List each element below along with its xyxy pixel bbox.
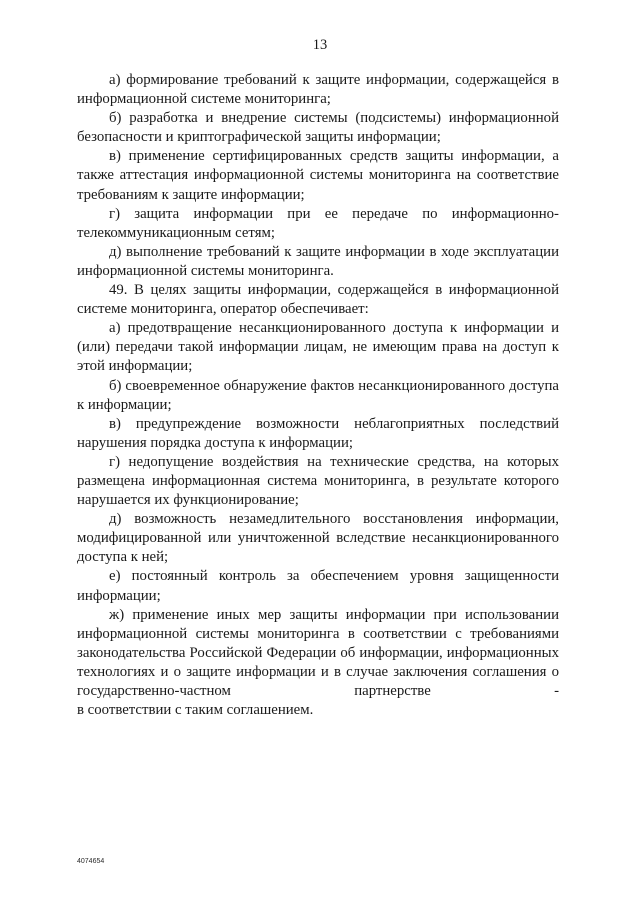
paragraph-49g: г) недопущение воздействия на технические средства, на которых размещена информационная система мониторинга, в результате которого нарушается их функционирование; xyxy=(77,453,559,509)
document-id: 4074654 xyxy=(77,858,105,865)
paragraph-49a: а) предотвращение несанкционированного доступа к информации и (или) передачи такой информации лицам, не имеющим права на доступ к этой информации; xyxy=(77,320,559,375)
paragraph-49v: в) предупреждение возможности неблагоприятных последствий нарушения порядка доступа к информации; xyxy=(77,415,559,451)
page-number: 13 xyxy=(312,37,328,53)
paragraph-49: 49. В целях защиты информации, содержащейся в информационной системе мониторинга, оператор обеспечивает: xyxy=(77,282,559,318)
paragraph-48d: д) выполнение требований к защите информации в ходе эксплуатации информационной системы мониторинга. xyxy=(77,243,559,279)
document-body xyxy=(77,71,559,720)
paragraph-49zh-continuation: в соответствии с таким соглашением. xyxy=(77,702,314,719)
paragraph-48v: в) применение сертифицированных средств защиты информации, а также аттестация информационной системы мониторинга на соответствие требованиям к защите информации; xyxy=(77,148,559,203)
paragraph-49d: д) возможность незамедлительного восстановления информации, модифицированной или уничтоженной вследствие несанкционированного доступа к ней; xyxy=(77,511,559,566)
paragraph-48b: б) разработка и внедрение системы (подсистемы) информационной безопасности и криптографической защиты информации; xyxy=(77,110,559,146)
paragraph-48g: г) защита информации при ее передаче по информационно-телекоммуникационным сетям; xyxy=(77,205,559,241)
paragraph-49e: е) постоянный контроль за обеспечением уровня защищенности информации; xyxy=(77,568,559,604)
paragraph-49b: б) своевременное обнаружение фактов несанкционированного доступа к информации; xyxy=(77,377,559,413)
paragraph-49zh: ж) применение иных мер защиты информации при использовании информационной системы мониторинга в соответствии с требованиями законодательства Российской Федерации об информации, информационных технологиях и о защите информации и в случае заключения соглашения о государственно-частном партнерстве - xyxy=(77,606,559,699)
paragraph-48a: а) формирование требований к защите информации, содержащейся в информационной системе мониторинга; xyxy=(77,72,559,108)
